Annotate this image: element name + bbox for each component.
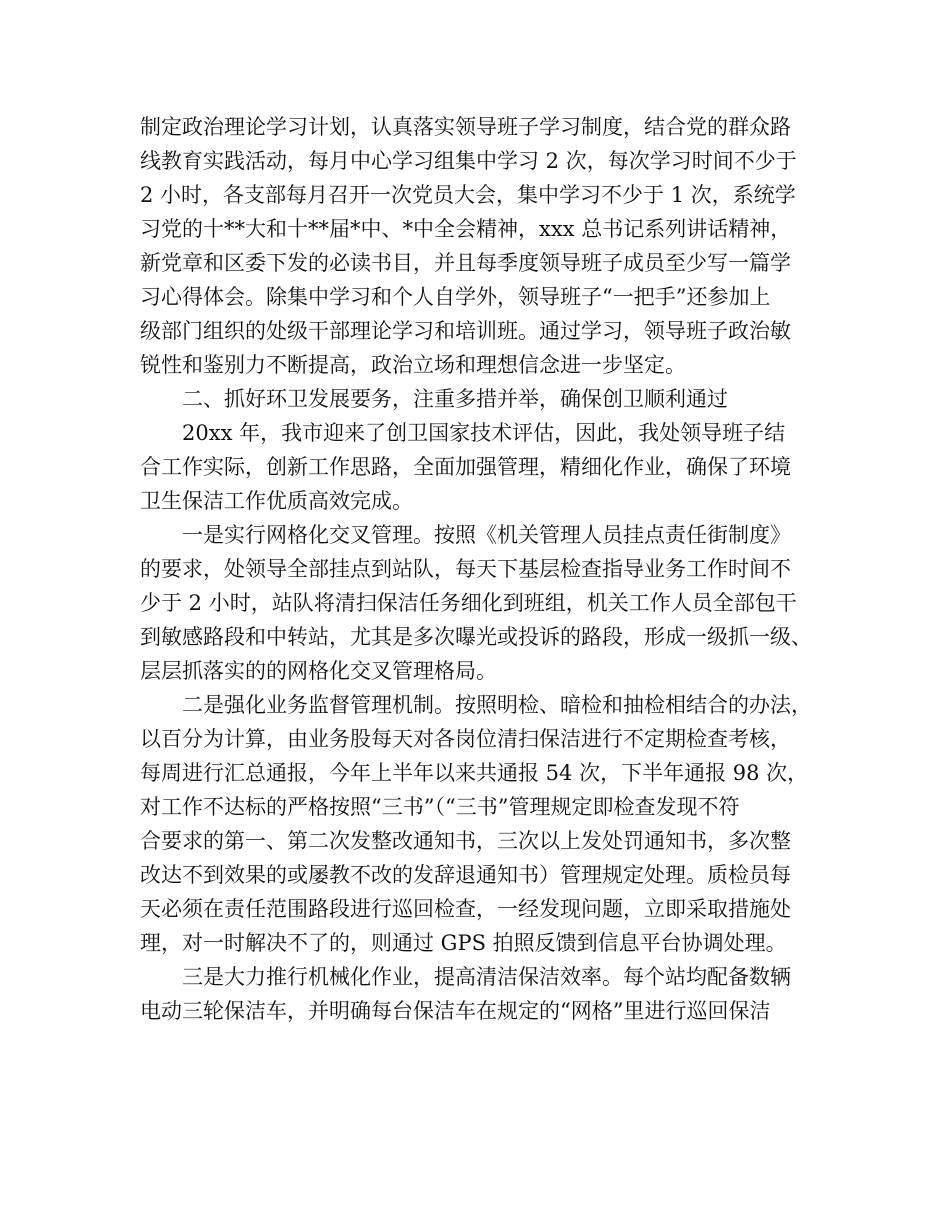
text-line: 的要求，处领导全部挂点到站队，每天下基层检查指导业务工作时间不 <box>140 557 791 581</box>
text-line: 层层抓落实的的网格化交叉管理格局。 <box>140 659 497 683</box>
text-line: 每周进行汇总通报，今年上半年以来共通报 54 次，下半年通报 98 次， <box>140 761 809 785</box>
text-line: 三是大力推行机械化作业，提高清洁保洁效率。每个站均配备数辆 <box>182 965 791 989</box>
text-line: 改达不到效果的或屡教不改的发辞退通知书）管理规定处理。质检员每 <box>140 863 791 887</box>
text-line: 线教育实践活动，每月中心学习组集中学习 2 次，每次学习时间不少于 <box>140 149 797 173</box>
text-line: 2 小时，各支部每月召开一次党员大会，集中学习不少于 1 次，系统学 <box>140 183 796 207</box>
text-line: 合要求的第一、第二次发整改通知书，三次以上发处罚通知书，多次整 <box>140 829 791 853</box>
text-line: 到敏感路段和中转站，尤其是多次曝光或投诉的路段，形成一级抓一级、 <box>140 625 812 649</box>
text-line: 合工作实际，创新工作思路，全面加强管理，精细化作业，确保了环境 <box>140 455 791 479</box>
text-line: 一是实行网格化交叉管理。按照《机关管理人员挂点责任街制度》 <box>182 523 791 547</box>
text-line: 天必须在责任范围路段进行巡回检查，一经发现问题，立即采取措施处 <box>140 897 791 921</box>
text-line: 锐性和鉴别力不断提高，政治立场和理想信念进一步坚定。 <box>140 353 686 377</box>
text-line: 少于 2 小时，站队将清扫保洁任务细化到班组，机关工作人员全部包干 <box>140 591 797 615</box>
text-line: 卫生保洁工作优质高效完成。 <box>140 489 413 513</box>
text-line: 二、抓好环卫发展要务，注重多措并举，确保创卫顺利通过 <box>182 387 728 411</box>
text-line: 20xx 年，我市迎来了创卫国家技术评估，因此，我处领导班子结 <box>182 421 786 445</box>
text-line: 电动三轮保洁车，并明确每台保洁车在规定的“网格”里进行巡回保洁 <box>140 999 771 1023</box>
text-line: 以百分为计算，由业务股每天对各岗位清扫保洁进行不定期检查考核， <box>140 727 791 751</box>
text-line: 级部门组织的处级干部理论学习和培训班。通过学习，领导班子政治敏 <box>140 319 791 343</box>
text-line: 对工作不达标的严格按照“三书”（“三书”管理规定即检查发现不符 <box>140 795 740 819</box>
document-body <box>140 110 830 1028</box>
text-line: 习党的十**大和十**届*中、*中全会精神，xxx 总书记系列讲话精神， <box>140 217 792 241</box>
text-line: 习心得体会。除集中学习和个人自学外，领导班子“一把手”还参加上 <box>140 285 771 309</box>
text-line: 理，对一时解决不了的，则通过 GPS 拍照反馈到信息平台协调处理。 <box>140 931 787 955</box>
text-line: 二是强化业务监督管理机制。按照明检、暗检和抽检相结合的办法， <box>182 693 812 717</box>
text-line: 制定政治理论学习计划，认真落实领导班子学习制度，结合党的群众路 <box>140 115 791 139</box>
text-line: 新党章和区委下发的必读书目，并且每季度领导班子成员至少写一篇学 <box>140 251 791 275</box>
